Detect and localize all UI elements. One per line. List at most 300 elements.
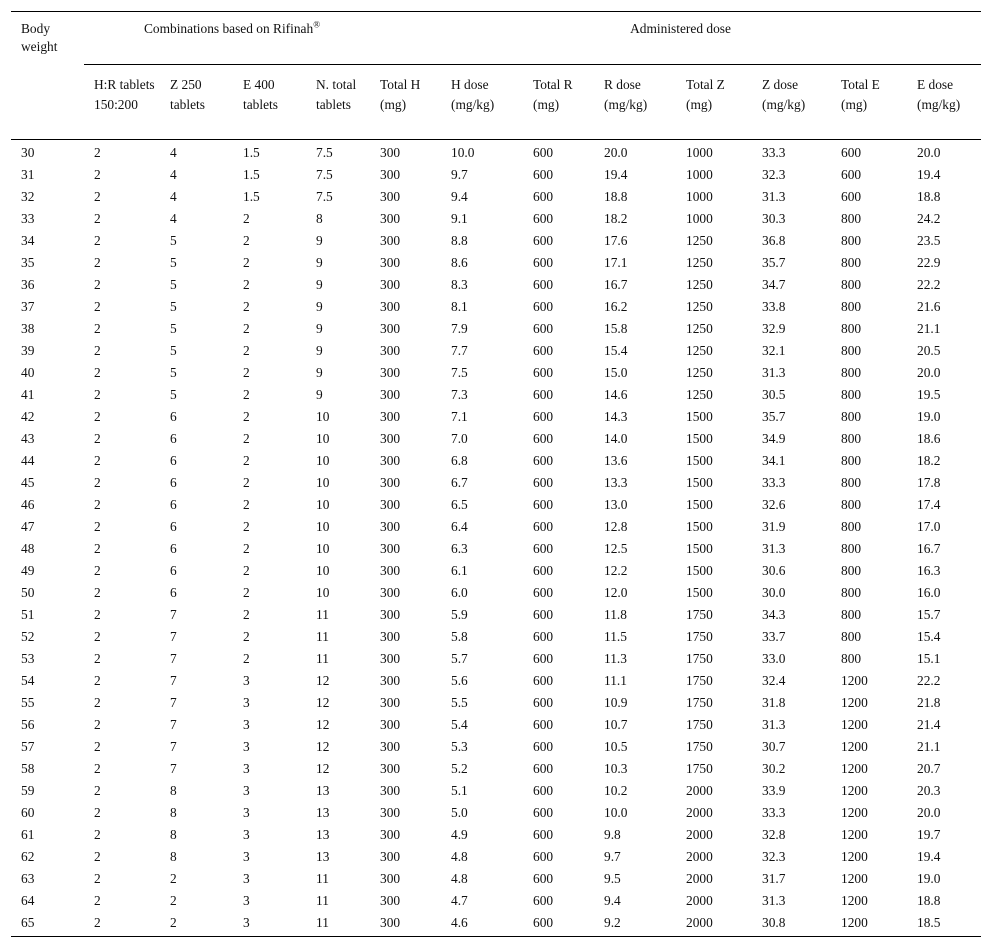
table-cell: 600 xyxy=(533,431,554,446)
table-cell: 5 xyxy=(170,365,177,380)
table-cell: 18.8 xyxy=(917,189,941,204)
table-cell: 9 xyxy=(316,343,323,358)
table-cell: 13 xyxy=(316,783,330,798)
table-cell: 3 xyxy=(243,761,250,776)
table-cell: 18.8 xyxy=(604,189,628,204)
table-cell: 2 xyxy=(94,893,101,908)
table-cell: 800 xyxy=(841,299,862,314)
table-row xyxy=(11,670,981,692)
table-cell: 32.6 xyxy=(762,497,786,512)
table-cell: 300 xyxy=(380,343,401,358)
dosage-table xyxy=(11,11,981,937)
table-cell: 1500 xyxy=(686,453,713,468)
table-cell: 6.8 xyxy=(451,453,468,468)
table-cell: 7.1 xyxy=(451,409,468,424)
table-cell: 800 xyxy=(841,387,862,402)
table-cell: 600 xyxy=(533,211,554,226)
table-cell: 2 xyxy=(94,519,101,534)
table-cell: 31.9 xyxy=(762,519,786,534)
table-cell: 1200 xyxy=(841,761,868,776)
table-cell: 32.8 xyxy=(762,827,786,842)
table-cell: 15.8 xyxy=(604,321,628,336)
table-row xyxy=(11,450,981,472)
table-cell: 12 xyxy=(316,695,330,710)
body-weight-cell: 36 xyxy=(21,277,35,292)
table-cell: 2 xyxy=(94,783,101,798)
body-weight-cell: 48 xyxy=(21,541,35,556)
table-cell: 31.3 xyxy=(762,541,786,556)
table-cell: 6 xyxy=(170,409,177,424)
table-cell: 17.1 xyxy=(604,255,628,270)
table-cell: 2 xyxy=(243,607,250,622)
table-cell: 2 xyxy=(94,255,101,270)
table-row xyxy=(11,890,981,912)
table-cell: 600 xyxy=(533,255,554,270)
body-weight-cell: 61 xyxy=(21,827,35,842)
table-cell: 1250 xyxy=(686,365,713,380)
table-cell: 8 xyxy=(316,211,323,226)
header-row-columns xyxy=(11,65,981,140)
table-cell: 800 xyxy=(841,321,862,336)
table-cell: 20.3 xyxy=(917,783,941,798)
table-cell: 2 xyxy=(94,365,101,380)
table-cell: 8 xyxy=(170,783,177,798)
table-cell: 31.8 xyxy=(762,695,786,710)
column-header: E dose (mg/kg) xyxy=(907,65,981,140)
table-cell: 10 xyxy=(316,519,330,534)
table-cell: 2 xyxy=(94,299,101,314)
table-cell: 15.7 xyxy=(917,607,941,622)
table-cell: 11.5 xyxy=(604,629,627,644)
table-cell: 33.3 xyxy=(762,805,786,820)
table-cell: 18.2 xyxy=(604,211,628,226)
table-cell: 20.0 xyxy=(604,145,628,160)
table-cell: 3 xyxy=(243,871,250,886)
table-row xyxy=(11,846,981,868)
table-cell: 8 xyxy=(170,849,177,864)
table-cell: 30.8 xyxy=(752,912,831,937)
table-cell: 600 xyxy=(533,871,554,886)
table-row xyxy=(11,406,981,428)
table-cell: 11 xyxy=(316,651,329,666)
table-cell: 2 xyxy=(94,475,101,490)
table-cell: 2 xyxy=(94,409,101,424)
table-cell: 5.5 xyxy=(451,695,468,710)
table-cell: 12.5 xyxy=(604,541,628,556)
table-row xyxy=(11,868,981,890)
table-cell: 1750 xyxy=(686,607,713,622)
table-cell: 2 xyxy=(243,585,250,600)
table-cell: 20.0 xyxy=(917,145,941,160)
table-cell: 300 xyxy=(380,805,401,820)
table-cell: 32.4 xyxy=(762,673,786,688)
table-cell: 1750 xyxy=(686,629,713,644)
table-cell: 9 xyxy=(316,321,323,336)
table-cell: 1500 xyxy=(686,541,713,556)
table-cell: 17.8 xyxy=(917,475,941,490)
table-cell: 2000 xyxy=(676,912,752,937)
table-cell: 12.8 xyxy=(604,519,628,534)
table-cell: 4.6 xyxy=(441,912,523,937)
table-row xyxy=(11,140,981,165)
table-cell: 6 xyxy=(170,431,177,446)
table-cell: 600 xyxy=(533,827,554,842)
table-cell: 17.4 xyxy=(917,497,941,512)
table-cell: 3 xyxy=(243,893,250,908)
table-body xyxy=(11,140,981,937)
table-row xyxy=(11,472,981,494)
table-cell: 35.7 xyxy=(762,409,786,424)
table-cell: 22.9 xyxy=(917,255,941,270)
table-cell: 19.5 xyxy=(917,387,941,402)
table-cell: 1200 xyxy=(841,783,868,798)
table-cell: 2 xyxy=(243,541,250,556)
table-cell: 13 xyxy=(316,805,330,820)
table-cell: 1250 xyxy=(686,233,713,248)
table-cell: 2 xyxy=(94,739,101,754)
table-row xyxy=(11,714,981,736)
table-cell: 600 xyxy=(533,563,554,578)
table-cell: 1.5 xyxy=(243,167,260,182)
column-header: H dose (mg/kg) xyxy=(441,65,523,140)
table-cell: 600 xyxy=(533,629,554,644)
table-cell: 3 xyxy=(243,673,250,688)
table-cell: 3 xyxy=(243,783,250,798)
table-cell: 600 xyxy=(533,145,554,160)
table-cell: 9.4 xyxy=(604,893,621,908)
table-cell: 1200 xyxy=(841,805,868,820)
table-cell: 2 xyxy=(243,321,250,336)
table-cell: 600 xyxy=(841,189,862,204)
table-cell: 20.5 xyxy=(917,343,941,358)
table-cell: 3 xyxy=(243,739,250,754)
table-cell: 2 xyxy=(94,607,101,622)
table-row xyxy=(11,758,981,780)
table-cell: 2 xyxy=(243,519,250,534)
table-cell: 600 xyxy=(533,805,554,820)
table-row xyxy=(11,604,981,626)
table-cell: 2 xyxy=(94,761,101,776)
table-cell: 300 xyxy=(380,321,401,336)
table-cell: 14.6 xyxy=(604,387,628,402)
table-cell: 300 xyxy=(380,409,401,424)
table-cell: 9.5 xyxy=(604,871,621,886)
table-cell: 11 xyxy=(316,893,329,908)
table-cell: 800 xyxy=(841,497,862,512)
table-cell: 1.5 xyxy=(243,145,260,160)
table-cell: 12 xyxy=(316,717,330,732)
table-cell: 34.7 xyxy=(762,277,786,292)
table-cell: 600 xyxy=(533,761,554,776)
table-cell: 17.6 xyxy=(604,233,628,248)
table-row xyxy=(11,362,981,384)
table-cell: 6 xyxy=(170,541,177,556)
column-header: R dose (mg/kg) xyxy=(594,65,676,140)
table-cell: 1200 xyxy=(841,827,868,842)
table-cell: 2 xyxy=(243,475,250,490)
table-cell: 5 xyxy=(170,343,177,358)
table-cell: 15.4 xyxy=(604,343,628,358)
table-cell: 16.7 xyxy=(604,277,628,292)
combinations-group-label: Combinations based on Rifinah xyxy=(143,21,314,36)
body-weight-cell: 32 xyxy=(21,189,35,204)
table-cell: 34.9 xyxy=(762,431,786,446)
table-cell: 11 xyxy=(316,871,329,886)
table-cell: 300 xyxy=(380,761,401,776)
table-cell: 18.6 xyxy=(917,431,941,446)
dosage-table-container xyxy=(11,11,981,937)
table-cell: 600 xyxy=(533,717,554,732)
table-cell: 1750 xyxy=(686,761,713,776)
table-cell: 2000 xyxy=(686,805,713,820)
table-cell: 2 xyxy=(170,893,177,908)
table-cell: 19.4 xyxy=(917,849,941,864)
body-weight-header: Body weight xyxy=(11,12,84,140)
table-cell: 600 xyxy=(533,343,554,358)
table-cell: 1000 xyxy=(686,167,713,182)
table-cell: 2 xyxy=(94,695,101,710)
table-cell: 300 xyxy=(380,563,401,578)
table-cell: 3 xyxy=(243,827,250,842)
table-cell: 10 xyxy=(316,497,330,512)
table-cell: 800 xyxy=(841,277,862,292)
table-cell: 300 xyxy=(380,167,401,182)
table-cell: 33.3 xyxy=(762,145,786,160)
table-row xyxy=(11,802,981,824)
table-cell: 300 xyxy=(380,365,401,380)
body-weight-cell: 49 xyxy=(21,563,35,578)
table-cell: 600 xyxy=(533,541,554,556)
table-cell: 10 xyxy=(316,431,330,446)
table-cell: 5.2 xyxy=(451,761,468,776)
table-cell: 9.7 xyxy=(604,849,621,864)
body-weight-cell: 30 xyxy=(21,145,35,160)
table-cell: 32.1 xyxy=(762,343,786,358)
table-cell: 24.2 xyxy=(917,211,941,226)
table-cell: 600 xyxy=(533,299,554,314)
table-cell: 11.8 xyxy=(604,607,627,622)
body-weight-cell: 62 xyxy=(21,849,35,864)
table-cell: 3 xyxy=(243,805,250,820)
table-cell: 2 xyxy=(243,277,250,292)
table-cell: 5 xyxy=(170,255,177,270)
table-cell: 2 xyxy=(243,299,250,314)
column-header: Total H (mg) xyxy=(370,65,441,140)
table-cell: 600 xyxy=(533,409,554,424)
table-cell: 600 xyxy=(533,585,554,600)
table-cell: 2 xyxy=(94,871,101,886)
table-cell: 1200 xyxy=(841,893,868,908)
table-row xyxy=(11,494,981,516)
table-cell: 9 xyxy=(316,277,323,292)
body-weight-cell: 53 xyxy=(21,651,35,666)
table-cell: 800 xyxy=(841,629,862,644)
table-cell: 5 xyxy=(170,233,177,248)
table-cell: 800 xyxy=(841,563,862,578)
table-cell: 2 xyxy=(94,211,101,226)
table-cell: 300 xyxy=(380,299,401,314)
table-cell: 35.7 xyxy=(762,255,786,270)
table-cell: 9.7 xyxy=(451,167,468,182)
table-cell: 9 xyxy=(316,387,323,402)
column-header: Z 250 tablets xyxy=(160,65,233,140)
table-cell: 10 xyxy=(316,475,330,490)
table-cell: 33.7 xyxy=(762,629,786,644)
table-cell: 30.3 xyxy=(762,211,786,226)
table-cell: 3 xyxy=(233,912,306,937)
table-cell: 10 xyxy=(316,409,330,424)
column-header: Total E (mg) xyxy=(831,65,907,140)
table-cell: 600 xyxy=(533,783,554,798)
table-cell: 30.6 xyxy=(762,563,786,578)
table-cell: 2 xyxy=(94,145,101,160)
table-cell: 1.5 xyxy=(243,189,260,204)
table-cell: 1000 xyxy=(686,145,713,160)
table-cell: 12 xyxy=(316,739,330,754)
body-weight-cell: 58 xyxy=(21,761,35,776)
table-row xyxy=(11,824,981,846)
registered-mark: ® xyxy=(313,19,321,30)
table-cell: 7.5 xyxy=(316,189,333,204)
administered-dose-group-header: Administered dose xyxy=(370,12,981,65)
table-cell: 36.8 xyxy=(762,233,786,248)
table-cell: 11 xyxy=(306,912,370,937)
table-cell: 300 xyxy=(380,629,401,644)
table-cell: 1750 xyxy=(686,739,713,754)
table-cell: 7.5 xyxy=(316,167,333,182)
body-weight-cell: 63 xyxy=(21,871,35,886)
body-weight-cell: 60 xyxy=(21,805,35,820)
table-cell: 600 xyxy=(523,912,594,937)
table-cell: 2 xyxy=(94,651,101,666)
table-cell: 32.3 xyxy=(762,849,786,864)
column-header: H:R tablets 150:200 xyxy=(84,65,160,140)
table-cell: 2 xyxy=(94,453,101,468)
table-cell: 5.7 xyxy=(451,651,468,666)
table-cell: 2 xyxy=(94,431,101,446)
table-cell: 1750 xyxy=(686,651,713,666)
table-row xyxy=(11,230,981,252)
table-cell: 2 xyxy=(243,563,250,578)
table-cell: 300 xyxy=(380,387,401,402)
table-row xyxy=(11,516,981,538)
table-cell: 7.5 xyxy=(316,145,333,160)
table-cell: 17.0 xyxy=(917,519,941,534)
table-cell: 8 xyxy=(170,827,177,842)
table-cell: 4 xyxy=(170,167,177,182)
table-cell: 300 xyxy=(380,871,401,886)
table-cell: 300 xyxy=(380,717,401,732)
table-cell: 600 xyxy=(533,233,554,248)
table-cell: 600 xyxy=(533,475,554,490)
table-cell: 4.8 xyxy=(451,871,468,886)
body-weight-cell: 55 xyxy=(21,695,35,710)
table-row xyxy=(11,384,981,406)
table-cell: 21.8 xyxy=(917,695,941,710)
table-cell: 600 xyxy=(533,849,554,864)
table-cell: 1250 xyxy=(686,387,713,402)
table-cell: 11 xyxy=(316,629,329,644)
table-cell: 18.5 xyxy=(907,912,981,937)
table-cell: 300 xyxy=(380,541,401,556)
body-weight-cell: 34 xyxy=(21,233,35,248)
table-cell: 2 xyxy=(94,541,101,556)
table-cell: 5.4 xyxy=(451,717,468,732)
table-cell: 5 xyxy=(170,277,177,292)
table-cell: 9 xyxy=(316,365,323,380)
table-cell: 30.2 xyxy=(762,761,786,776)
table-row xyxy=(11,780,981,802)
table-cell: 2 xyxy=(94,321,101,336)
table-cell: 800 xyxy=(841,211,862,226)
table-cell: 300 xyxy=(380,475,401,490)
table-cell: 6 xyxy=(170,497,177,512)
table-cell: 6.3 xyxy=(451,541,468,556)
table-row xyxy=(11,252,981,274)
table-cell: 300 xyxy=(380,783,401,798)
table-cell: 16.2 xyxy=(604,299,628,314)
table-cell: 4.7 xyxy=(451,893,468,908)
table-cell: 2 xyxy=(94,387,101,402)
table-cell: 1500 xyxy=(686,409,713,424)
table-cell: 6 xyxy=(170,453,177,468)
table-cell: 2 xyxy=(94,167,101,182)
table-cell: 14.3 xyxy=(604,409,628,424)
table-cell: 12.0 xyxy=(604,585,628,600)
table-cell: 1250 xyxy=(686,343,713,358)
table-cell: 7 xyxy=(170,717,177,732)
table-row xyxy=(11,626,981,648)
table-row xyxy=(11,648,981,670)
table-cell: 2 xyxy=(243,409,250,424)
table-cell: 2 xyxy=(243,255,250,270)
table-cell: 2 xyxy=(243,365,250,380)
table-cell: 2 xyxy=(94,717,101,732)
table-cell: 10 xyxy=(316,585,330,600)
table-cell: 31.3 xyxy=(762,717,786,732)
table-cell: 1200 xyxy=(841,695,868,710)
column-header: Total Z (mg) xyxy=(676,65,752,140)
table-cell: 1750 xyxy=(686,717,713,732)
table-cell: 300 xyxy=(380,277,401,292)
table-cell: 800 xyxy=(841,541,862,556)
table-cell: 1000 xyxy=(686,189,713,204)
table-cell: 2 xyxy=(94,233,101,248)
table-cell: 7.5 xyxy=(451,365,468,380)
table-cell: 5.6 xyxy=(451,673,468,688)
table-cell: 1750 xyxy=(686,673,713,688)
table-cell: 12 xyxy=(316,673,330,688)
body-weight-cell: 35 xyxy=(21,255,35,270)
table-cell: 2 xyxy=(160,912,233,937)
table-cell: 300 xyxy=(380,255,401,270)
table-cell: 6.0 xyxy=(451,585,468,600)
table-cell: 33.8 xyxy=(762,299,786,314)
table-cell: 300 xyxy=(380,585,401,600)
table-cell: 800 xyxy=(841,431,862,446)
table-row xyxy=(11,340,981,362)
table-cell: 800 xyxy=(841,453,862,468)
table-cell: 9.8 xyxy=(604,827,621,842)
table-cell: 300 xyxy=(380,145,401,160)
table-cell: 7 xyxy=(170,761,177,776)
table-cell: 4 xyxy=(170,189,177,204)
table-cell: 33.3 xyxy=(762,475,786,490)
table-cell: 2 xyxy=(243,387,250,402)
table-cell: 13.3 xyxy=(604,475,628,490)
table-cell: 11 xyxy=(316,607,329,622)
table-cell: 19.4 xyxy=(604,167,628,182)
